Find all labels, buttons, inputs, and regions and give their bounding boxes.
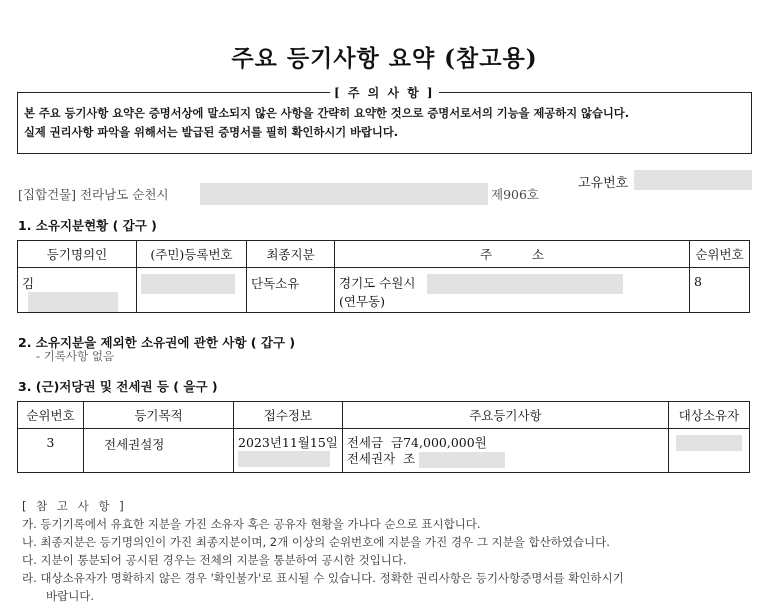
- redacted-unique-number: [634, 170, 752, 190]
- redacted-holder-name: [28, 292, 118, 312]
- redacted-receipt-no: [238, 451, 330, 467]
- table-row: [18, 268, 750, 313]
- building-prefix: [집합건물] 전라남도 순천시: [18, 187, 169, 202]
- col-holder: 등기명의인: [18, 241, 137, 268]
- table-row: [18, 429, 750, 473]
- table-header-row: [18, 402, 750, 429]
- redacted-reg-no: [141, 274, 235, 294]
- rank-no-value: 3: [18, 429, 84, 473]
- col-rank-no: 순위번호: [18, 402, 84, 429]
- building-address: [18, 185, 169, 203]
- redacted-holder: [419, 452, 505, 468]
- notice-text: [24, 104, 629, 142]
- document-title: 주요 등기사항 요약 (참고용): [231, 45, 538, 72]
- references-heading: [ 참 고 사 항 ]: [22, 499, 127, 513]
- reference-item: 바랍니다.: [46, 589, 95, 603]
- col-target-owner: 대상소유자: [669, 402, 750, 429]
- section1-title: 1. 소유지분현황 ( 갑구 ): [18, 218, 157, 233]
- rank-value: 8: [690, 268, 750, 313]
- redacted-address: [427, 274, 623, 294]
- rights-table: [17, 401, 750, 473]
- redacted-target-owner: [676, 435, 742, 451]
- redacted-building-address: [200, 183, 488, 205]
- col-detail: 주요등기사항: [342, 402, 668, 429]
- reference-item: 나. 최종지분은 등기명의인이 가진 최종지분이며, 2개 이상의 순위번호에 지분을 가진 경우 그 지분을 합산하였습니다.: [22, 535, 610, 549]
- references: [22, 497, 624, 605]
- col-receipt: 접수정보: [234, 402, 343, 429]
- share-value: 단독소유: [247, 268, 335, 313]
- ownership-table: [17, 240, 750, 313]
- col-purpose: 등기목적: [84, 402, 234, 429]
- col-rank: 순위번호: [690, 241, 750, 268]
- building-unit: 제906호: [491, 187, 540, 202]
- address-line-1: 경기도 수원시: [339, 275, 416, 291]
- notice-heading: [ 주 의 사 항 ]: [330, 84, 439, 101]
- col-share: 최종지분: [247, 241, 335, 268]
- reference-item: 다. 지분이 통분되어 공시된 경우는 전체의 지분을 통분하여 공시한 것입니다.: [22, 553, 407, 567]
- section2-title: 2. 소유지분을 제외한 소유권에 관한 사항 ( 갑구 ): [18, 335, 296, 350]
- holder-name: 김: [22, 276, 35, 291]
- table-header-row: [18, 241, 750, 268]
- unique-number-label: 고유번호: [578, 176, 629, 191]
- notice-line-2: 실제 권리사항 파악을 위해서는 발급된 증명서를 필히 확인하시기 바랍니다.: [24, 126, 399, 139]
- address-line-2: (연무동): [339, 294, 385, 309]
- reference-item: 라. 대상소유자가 명확하지 않은 경우 '확인불가'로 표시될 수 있습니다. 정확한 권리사항은 등기사항증명서를 확인하시기: [22, 571, 624, 585]
- section2-note: - 기록사항 없음: [36, 349, 115, 363]
- purpose-value: 전세권설정: [84, 429, 234, 473]
- col-reg-no: (주민)등록번호: [137, 241, 247, 268]
- detail-line-1: 전세금 금74,000,000원: [346, 435, 487, 450]
- notice-line-1: 본 주요 등기사항 요약은 증명서상에 말소되지 않은 사항을 간략히 요약한 것으로 증명서로서의 기능을 제공하지 않습니다.: [24, 107, 629, 120]
- reference-item: 가. 등기기록에서 유효한 지분을 가진 소유자 혹은 공유자 현황을 가나다 순으로 표시합니다.: [22, 517, 481, 531]
- section3-title: 3. (근)저당권 및 전세권 등 ( 을구 ): [18, 379, 218, 394]
- detail-line-2: 전세권자 조: [346, 451, 416, 466]
- receipt-date: 2023년11월15일: [238, 435, 338, 450]
- col-address: 주 소: [335, 241, 690, 268]
